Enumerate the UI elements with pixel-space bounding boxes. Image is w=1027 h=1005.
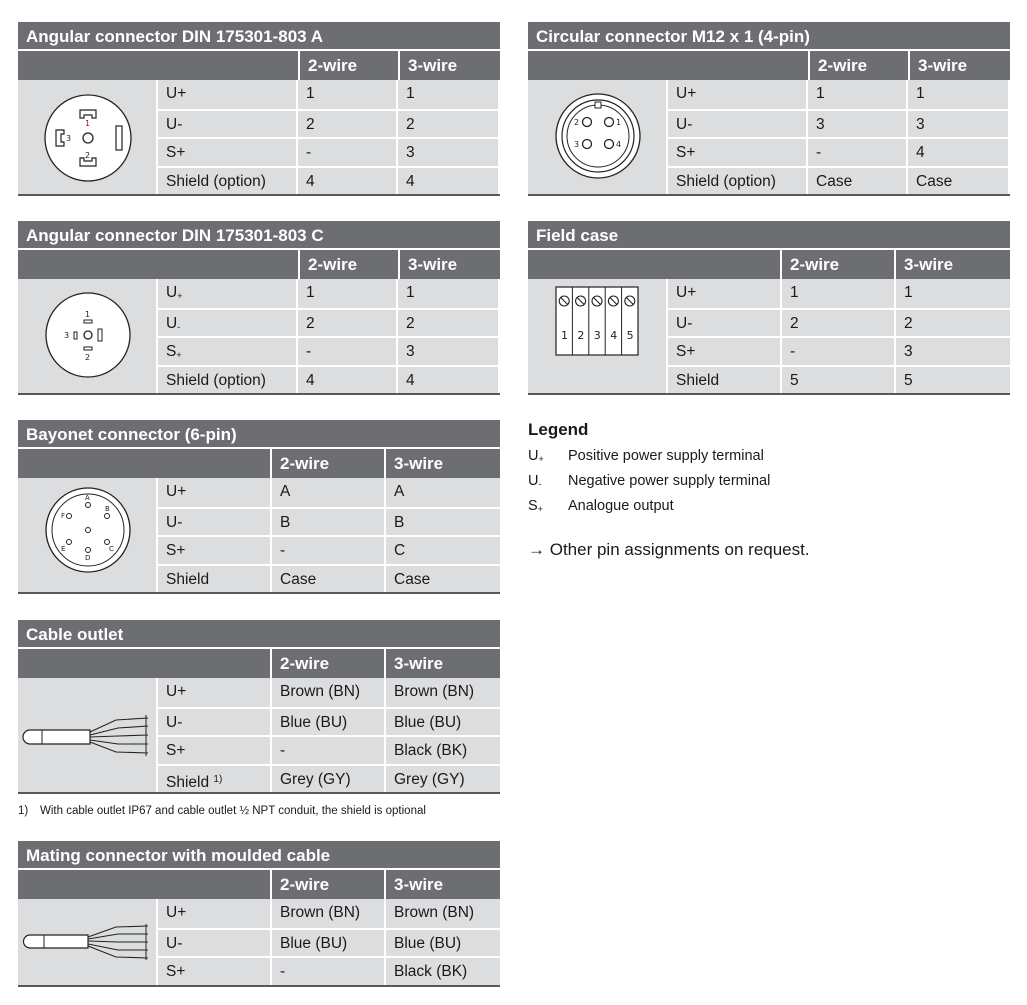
svg-text:3: 3 [574, 140, 580, 149]
table-row: U- 2 2 [158, 109, 500, 138]
svg-text:D: D [85, 554, 91, 562]
table-cable-outlet [18, 620, 500, 794]
header-blank [18, 51, 300, 80]
table-mating-connector [18, 841, 500, 987]
header-3-wire: 3-wire [386, 870, 500, 899]
header-3-wire: 3-wire [910, 51, 1010, 80]
table-din-c [18, 221, 500, 395]
table-title: Angular connector DIN 175301-803 A [18, 22, 500, 51]
svg-text:F: F [61, 512, 66, 520]
table-row: Shield 5 5 [668, 365, 1010, 394]
header-2-wire: 2-wire [300, 250, 400, 279]
table-row: S+ - 3 [668, 336, 1010, 365]
svg-text:B: B [105, 505, 110, 513]
table-title: Circular connector M12 x 1 (4-pin) [528, 22, 1010, 51]
table-row: S+ - 4 [668, 137, 1010, 166]
mating-cable-diagram [18, 899, 158, 985]
header-3-wire: 3-wire [386, 649, 500, 678]
legend-title: Legend [528, 420, 589, 439]
table-title: Cable outlet [18, 620, 500, 649]
header-3-wire: 3-wire [386, 449, 500, 478]
table-bayonet [18, 420, 500, 594]
header-blank [18, 250, 300, 279]
legend-item: $U_+$ Positive power supply terminal [528, 448, 764, 464]
table-title: Angular connector DIN 175301-803 C [18, 221, 500, 250]
svg-text:1: 1 [85, 119, 91, 128]
svg-text:C: C [109, 545, 114, 553]
table-row: S+ - 3 [158, 137, 500, 166]
table-row: Shield Case Case [158, 564, 500, 593]
table-field-case [528, 221, 1010, 395]
header-2-wire: 2-wire [272, 649, 386, 678]
svg-text:3: 3 [64, 331, 70, 340]
table-row: Shield (option) 4 4 [158, 365, 500, 394]
request-note: → Other pin assignments on request. [528, 540, 810, 559]
table-row: U+ Brown (BN) Brown (BN) [158, 678, 500, 707]
table-row: U- Blue (BU) Blue (BU) [158, 707, 500, 736]
table-row: S+ - Black (BK) [158, 735, 500, 764]
svg-text:1: 1 [616, 118, 622, 127]
table-row: Shield (option) Case Case [668, 166, 1010, 195]
table-title: Mating connector with moulded cable [18, 841, 500, 870]
din-c-connector-diagram [18, 279, 158, 393]
header-2-wire: 2-wire [300, 51, 400, 80]
bayonet-connector-diagram [18, 478, 158, 592]
svg-text:E: E [61, 545, 66, 553]
svg-text:3: 3 [593, 329, 601, 342]
header-2-wire: 2-wire [810, 51, 910, 80]
table-title: Bayonet connector (6-pin) [18, 420, 500, 449]
svg-text:5: 5 [626, 329, 634, 342]
table-row: S+ - C [158, 535, 500, 564]
m12-connector-diagram [528, 80, 668, 194]
table-row: U+ 1 1 [158, 80, 500, 109]
table-din-a [18, 22, 500, 196]
svg-text:3: 3 [66, 134, 72, 143]
table-row: $S_+$ - 3 [158, 336, 500, 365]
header-2-wire: 2-wire [272, 449, 386, 478]
svg-text:4: 4 [616, 140, 622, 149]
header-3-wire: 3-wire [400, 51, 500, 80]
field-case-terminal-diagram [528, 279, 668, 393]
svg-text:2: 2 [85, 151, 91, 160]
header-3-wire: 3-wire [896, 250, 1010, 279]
header-blank [18, 870, 272, 899]
legend-item: $U_-$ Negative power supply terminal [528, 473, 771, 489]
din-a-connector-diagram [18, 80, 158, 194]
footnote: 1) With cable outlet IP67 and cable outlet ½ NPT conduit, the shield is optional [18, 805, 426, 817]
table-row: U+ A A [158, 478, 500, 507]
table-row: U- Blue (BU) Blue (BU) [158, 928, 500, 957]
header-blank [528, 51, 810, 80]
header-2-wire: 2-wire [782, 250, 896, 279]
table-row: S+ - Black (BK) [158, 956, 500, 985]
table-row: $U_+$ 1 1 [158, 279, 500, 308]
header-2-wire: 2-wire [272, 870, 386, 899]
cable-outlet-diagram [18, 678, 158, 792]
svg-text:1: 1 [85, 310, 91, 319]
table-row: U- 2 2 [668, 308, 1010, 337]
legend-item: $S_+$ Analogue output [528, 498, 674, 514]
table-m12 [528, 22, 1010, 196]
svg-text:4: 4 [610, 329, 618, 342]
svg-text:2: 2 [577, 329, 585, 342]
header-blank [528, 250, 782, 279]
table-row: Shield $^{1)}$ Grey (GY) Grey (GY) [158, 764, 500, 793]
svg-text:2: 2 [85, 353, 91, 362]
table-row: $U_-$ 2 2 [158, 308, 500, 337]
table-title: Field case [528, 221, 1010, 250]
table-row: U- 3 3 [668, 109, 1010, 138]
table-row: U+ Brown (BN) Brown (BN) [158, 899, 500, 928]
table-row: U+ 1 1 [668, 279, 1010, 308]
svg-text:A: A [85, 494, 90, 502]
header-blank [18, 649, 272, 678]
header-blank [18, 449, 272, 478]
table-row: Shield (option) 4 4 [158, 166, 500, 195]
header-3-wire: 3-wire [400, 250, 500, 279]
svg-text:2: 2 [574, 118, 580, 127]
table-row: U+ 1 1 [668, 80, 1010, 109]
svg-text:1: 1 [561, 329, 568, 342]
legend [528, 420, 770, 520]
table-row: U- B B [158, 507, 500, 536]
